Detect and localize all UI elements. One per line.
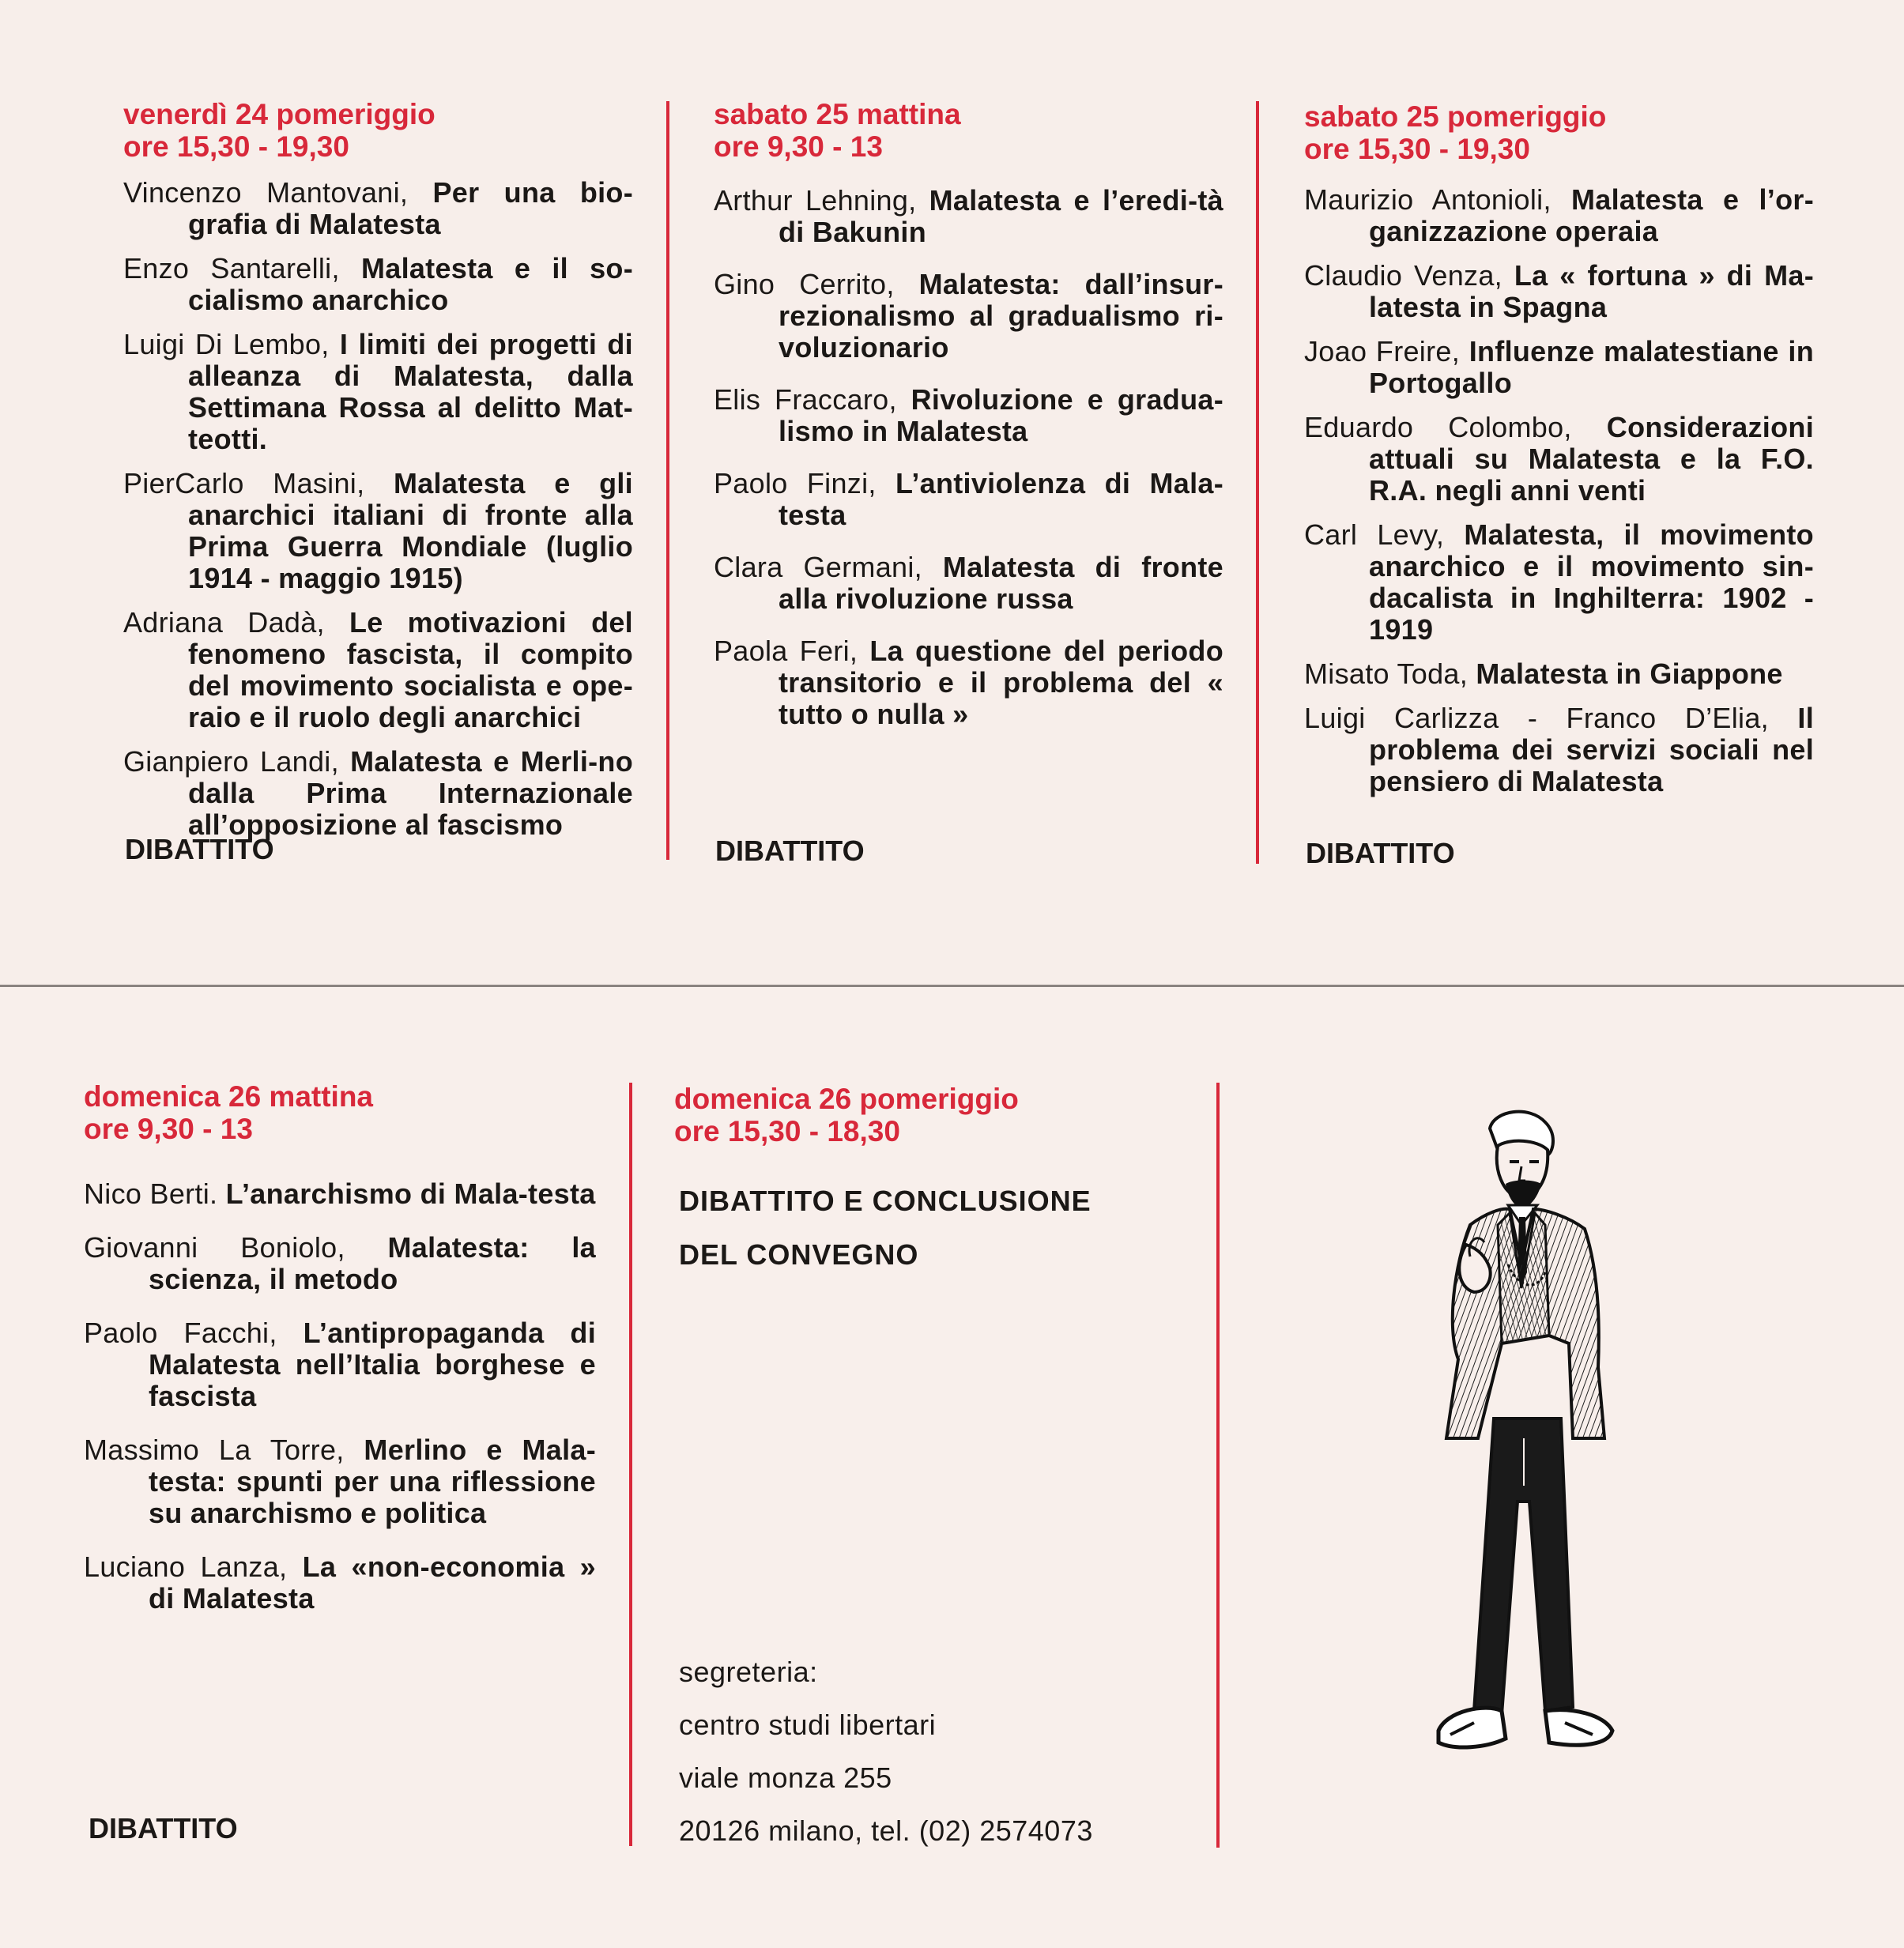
talk-title: Malatesta e il so-cialismo anarchico <box>188 252 633 316</box>
session-saturday-morning <box>714 98 1223 751</box>
speaker-name: Nico Berti. <box>84 1177 218 1210</box>
talk-title: Influenze malatestiane in Portogallo <box>1369 335 1814 399</box>
speaker-name: Vincenzo Mantovani, <box>123 176 409 209</box>
talk-list <box>714 185 1223 730</box>
speaker-name: Enzo Santarelli, <box>123 252 340 284</box>
fold-line <box>0 985 1904 987</box>
speaker-name: Carl Levy, <box>1304 518 1445 551</box>
talk-item <box>1304 519 1814 646</box>
session-day: domenica 26 pomeriggio <box>674 1083 1019 1115</box>
session-day: venerdì 24 pomeriggio <box>123 98 435 130</box>
talk-item <box>1304 260 1814 323</box>
talk-title: I limiti dei progetti di alleanza di Malatesta, dalla Settimana Rossa al delitto Mat-teotti. <box>188 328 633 455</box>
contact-label: segreteria: <box>679 1656 818 1688</box>
talk-item <box>84 1551 596 1615</box>
session-sunday-morning <box>84 1080 596 1637</box>
talk-item <box>123 253 633 316</box>
session-time: ore 15,30 - 18,30 <box>674 1115 900 1147</box>
contact-address: viale monza 255 <box>679 1761 892 1794</box>
contact-city-phone: 20126 milano, tel. (02) 2574073 <box>679 1814 1093 1847</box>
session-day: domenica 26 mattina <box>84 1080 374 1113</box>
talk-title: Malatesta in Giappone <box>1476 657 1783 690</box>
talk-title: Rivoluzione e gradua-lismo in Malatesta <box>779 383 1223 447</box>
talk-item <box>123 746 633 841</box>
talk-item <box>123 468 633 594</box>
talk-item <box>84 1232 596 1295</box>
standing-man-illustration <box>1391 1106 1652 1810</box>
debate-label: DIBATTITO <box>89 1812 238 1844</box>
speaker-name: Massimo La Torre, <box>84 1434 345 1466</box>
session-day: sabato 25 pomeriggio <box>1304 100 1607 133</box>
talk-title: Malatesta: dall’insur-rezionalismo al gradualismo ri-voluzionario <box>779 268 1224 364</box>
talk-title: Malatesta, il movimento anarchico e il movimento sin-dacalista in Inghilterra: 1902 - 1919 <box>1369 518 1814 646</box>
talk-item <box>84 1317 596 1412</box>
talk-item <box>1304 336 1814 399</box>
closing-text <box>674 1174 1164 1282</box>
talk-item <box>714 552 1223 615</box>
talk-title: La « fortuna » di Ma-latesta in Spagna <box>1369 259 1814 323</box>
talk-title: Il problema dei servizi sociali nel pensiero di Malatesta <box>1369 702 1814 797</box>
talk-item <box>123 177 633 240</box>
talk-title: La «non-economia » di Malatesta <box>149 1550 596 1615</box>
speaker-name: Luigi Carlizza - Franco D’Elia, <box>1304 702 1769 734</box>
talk-title: L’antipropaganda di Malatesta nell’Italia borghese e fascista <box>149 1317 596 1412</box>
talk-title: Merlino e Mala-testa: spunti per una riflessione su anarchismo e politica <box>149 1434 596 1529</box>
talk-title: Malatesta di fronte alla rivoluzione russa <box>779 551 1223 615</box>
speaker-name: Luigi Di Lembo, <box>123 328 330 360</box>
secretariat-contact <box>679 1645 1093 1857</box>
debate-label: DIBATTITO <box>1306 837 1455 869</box>
session-time: ore 9,30 - 13 <box>84 1113 253 1145</box>
closing-line: DEL CONVEGNO <box>679 1238 919 1271</box>
speaker-name: PierCarlo Masini, <box>123 467 365 499</box>
talk-title: Le motivazioni del fenomeno fascista, il compito del movimento socialista e ope-raio e il ruolo degli anarchici <box>188 606 633 733</box>
talk-item <box>1304 658 1814 690</box>
session-heading <box>84 1080 596 1145</box>
speaker-name: Clara Germani, <box>714 551 922 583</box>
session-heading <box>123 98 633 163</box>
speaker-name: Giovanni Boniolo, <box>84 1231 345 1264</box>
speaker-name: Arthur Lehning, <box>714 184 917 217</box>
session-friday-afternoon <box>123 98 633 853</box>
talk-item <box>84 1178 596 1210</box>
speaker-name: Eduardo Colombo, <box>1304 411 1572 443</box>
talk-item <box>1304 412 1814 507</box>
talk-item <box>714 269 1223 364</box>
talk-item <box>714 635 1223 730</box>
session-sunday-afternoon <box>674 1083 1164 1282</box>
speaker-name: Joao Freire, <box>1304 335 1461 367</box>
debate-label: DIBATTITO <box>715 835 865 867</box>
session-time: ore 15,30 - 19,30 <box>123 130 349 163</box>
speaker-name: Paolo Facchi, <box>84 1317 277 1349</box>
talk-title: Malatesta e gli anarchici italiani di fronte alla Prima Guerra Mondiale (luglio 1914 - maggio 1915) <box>188 467 633 594</box>
talk-title: La questione del periodo transitorio e il problema del « tutto o nulla » <box>779 635 1223 730</box>
divider-4 <box>1216 1083 1220 1848</box>
talk-list <box>1304 184 1814 797</box>
talk-title: Malatesta e Merli-no dalla Prima Internazionale all’opposizione al fascismo <box>188 745 634 841</box>
speaker-name: Luciano Lanza, <box>84 1550 288 1583</box>
divider-1 <box>666 101 669 860</box>
talk-item <box>1304 703 1814 797</box>
speaker-name: Misato Toda, <box>1304 657 1469 690</box>
talk-title: Considerazioni attuali su Malatesta e la F.O. R.A. negli anni venti <box>1369 411 1814 507</box>
talk-item <box>123 607 633 733</box>
talk-item <box>714 384 1223 447</box>
talk-title: L’anarchismo di Mala-testa <box>225 1177 596 1210</box>
talk-item <box>1304 184 1814 247</box>
talk-item <box>123 329 633 455</box>
talk-item <box>714 185 1223 248</box>
talk-item <box>714 468 1223 531</box>
session-time: ore 9,30 - 13 <box>714 130 883 163</box>
debate-label: DIBATTITO <box>125 833 274 865</box>
contact-org: centro studi libertari <box>679 1709 937 1741</box>
session-heading <box>674 1083 1164 1147</box>
talk-item <box>84 1434 596 1529</box>
talk-list <box>84 1178 596 1615</box>
speaker-name: Paolo Finzi, <box>714 467 877 499</box>
closing-line: DIBATTITO E CONCLUSIONE <box>679 1185 1092 1217</box>
speaker-name: Claudio Venza, <box>1304 259 1502 292</box>
talk-title: L’antiviolenza di Mala-testa <box>779 467 1223 531</box>
talk-title: Per una bio-grafia di Malatesta <box>188 176 633 240</box>
speaker-name: Paola Feri, <box>714 635 858 667</box>
divider-2 <box>1256 101 1259 864</box>
session-heading <box>1304 100 1814 165</box>
speaker-name: Gianpiero Landi, <box>123 745 339 778</box>
speaker-name: Gino Cerrito, <box>714 268 895 300</box>
talk-title: Malatesta: la scienza, il metodo <box>149 1231 596 1295</box>
talk-title: Malatesta e l’or-ganizzazione operaia <box>1369 183 1814 247</box>
session-time: ore 15,30 - 19,30 <box>1304 133 1530 165</box>
divider-3 <box>629 1083 632 1846</box>
speaker-name: Adriana Dadà, <box>123 606 325 639</box>
session-day: sabato 25 mattina <box>714 98 961 130</box>
session-saturday-afternoon <box>1304 100 1814 810</box>
talk-title: Malatesta e l’eredi-tà di Bakunin <box>779 184 1223 248</box>
speaker-name: Elis Fraccaro, <box>714 383 897 416</box>
speaker-name: Maurizio Antonioli, <box>1304 183 1551 216</box>
talk-list <box>123 177 633 841</box>
session-heading <box>714 98 1223 163</box>
